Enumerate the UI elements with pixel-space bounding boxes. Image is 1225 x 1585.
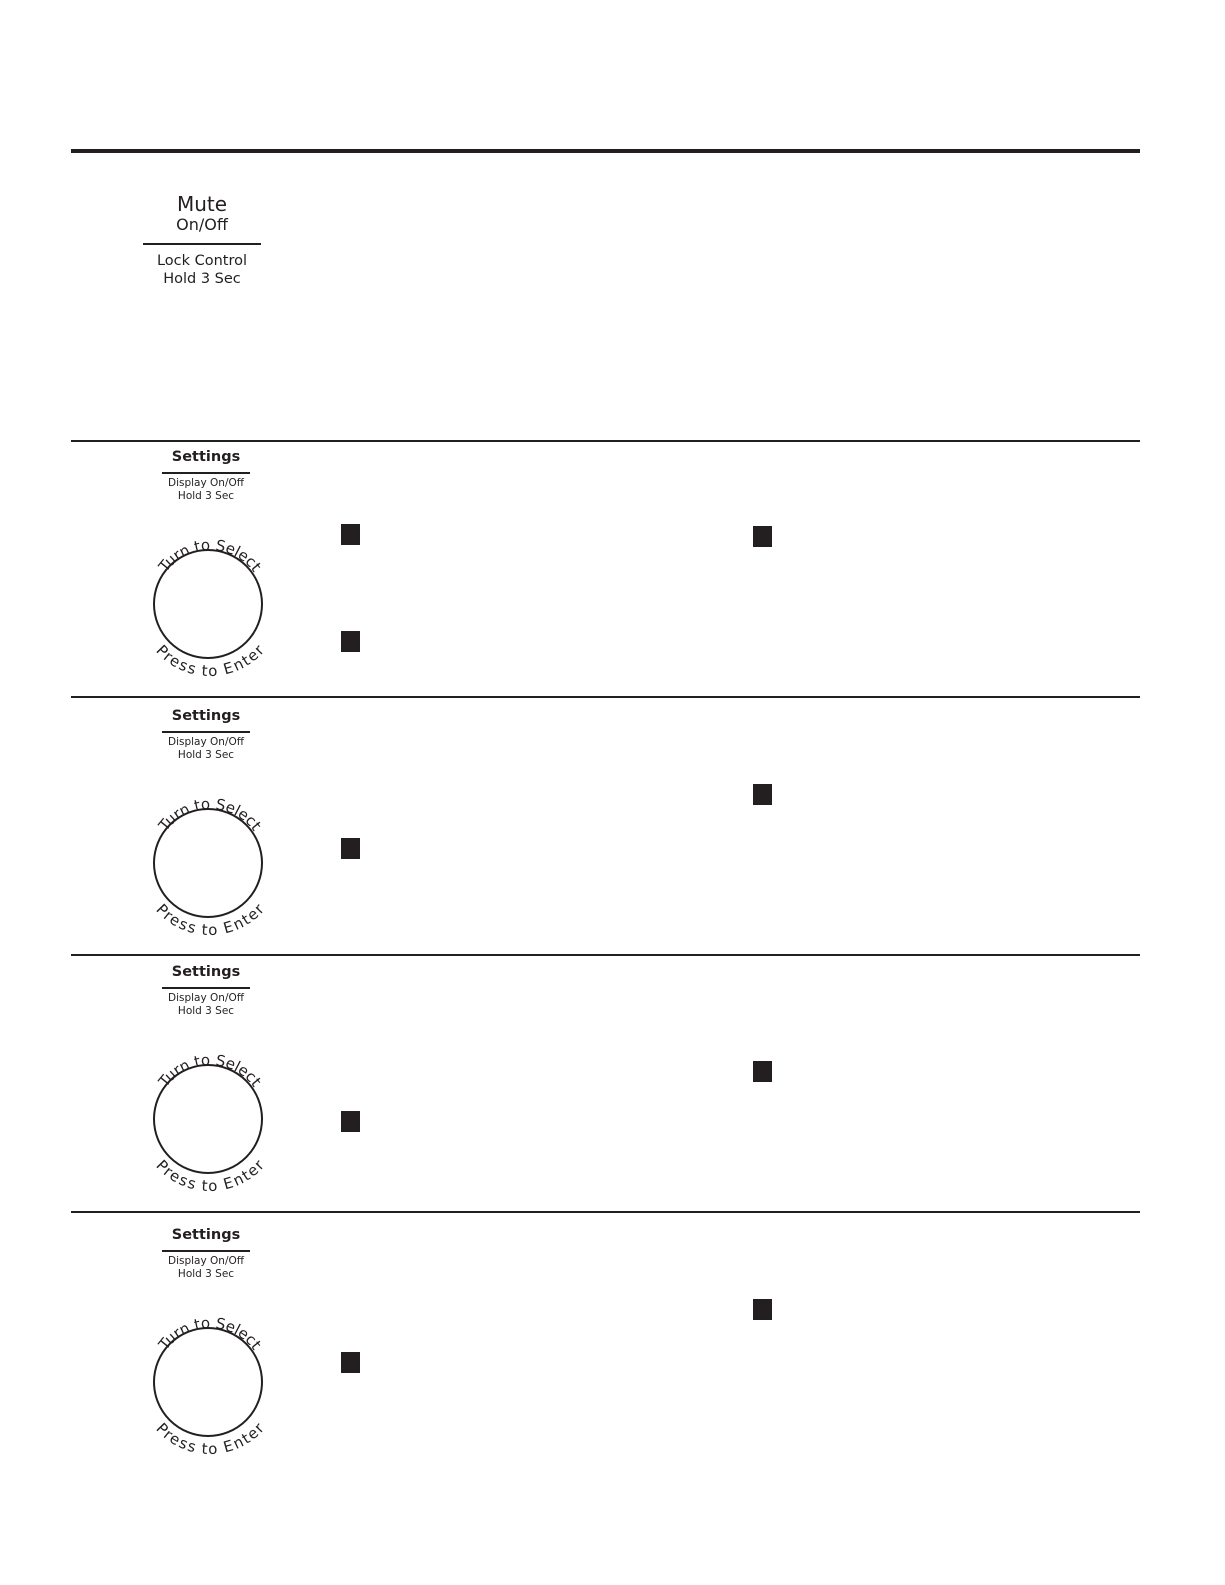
selector-knob[interactable] (138, 510, 278, 690)
section-divider (71, 954, 1140, 956)
settings-divider (162, 731, 250, 733)
settings-knob-control[interactable] (138, 963, 278, 1208)
settings-knob-control[interactable] (138, 707, 278, 952)
lock-control-label: Lock Control (156, 253, 248, 269)
settings-label: Settings (171, 964, 241, 980)
turn-to-select-label: Turn to Select (155, 1313, 266, 1354)
settings-divider (162, 987, 250, 989)
turn-to-select-label: Turn to Select (155, 1050, 266, 1091)
header-rule (71, 149, 1140, 153)
step-marker-square (341, 524, 360, 545)
turn-to-select-label: Turn to Select (155, 794, 266, 835)
knob-circle[interactable] (154, 550, 262, 658)
turn-to-select-label: Turn to Select (155, 535, 266, 576)
mute-label: Mute (176, 192, 228, 216)
press-to-enter-label: Press to Enter (152, 1419, 268, 1459)
section-divider (71, 440, 1140, 442)
step-marker-square (341, 838, 360, 859)
settings-knob-control[interactable] (138, 1226, 278, 1471)
step-marker-square (341, 1111, 360, 1132)
settings-label: Settings (171, 449, 241, 465)
selector-knob[interactable] (138, 1025, 278, 1205)
mute-divider (143, 243, 261, 245)
section-divider (71, 696, 1140, 698)
step-marker-square (341, 1352, 360, 1373)
step-marker-square (753, 1061, 772, 1082)
settings-label: Settings (171, 1227, 241, 1243)
step-marker-square (753, 784, 772, 805)
section-divider (71, 1211, 1140, 1213)
selector-knob[interactable] (138, 1288, 278, 1468)
step-marker-square (753, 1299, 772, 1320)
display-on-off-label: Display On/Off Hold 3 Sec (168, 477, 244, 502)
step-marker-square (341, 631, 360, 652)
step-marker-square (753, 526, 772, 547)
display-on-off-label: Display On/Off Hold 3 Sec (168, 992, 244, 1017)
press-to-enter-label: Press to Enter (152, 900, 268, 940)
settings-divider (162, 1250, 250, 1252)
display-on-off-label: Display On/Off Hold 3 Sec (168, 736, 244, 761)
mute-on-off-label: On/Off (176, 215, 228, 234)
display-on-off-label: Display On/Off Hold 3 Sec (168, 1255, 244, 1280)
knob-circle[interactable] (154, 1328, 262, 1436)
settings-divider (162, 472, 250, 474)
settings-knob-control[interactable] (138, 448, 278, 693)
press-to-enter-label: Press to Enter (152, 641, 268, 681)
lock-hold-label: Hold 3 Sec (163, 271, 241, 287)
mute-lock-control-button[interactable] (138, 193, 266, 288)
knob-circle[interactable] (154, 1065, 262, 1173)
settings-label: Settings (171, 708, 241, 724)
press-to-enter-label: Press to Enter (152, 1156, 268, 1196)
knob-circle[interactable] (154, 809, 262, 917)
selector-knob[interactable] (138, 769, 278, 949)
